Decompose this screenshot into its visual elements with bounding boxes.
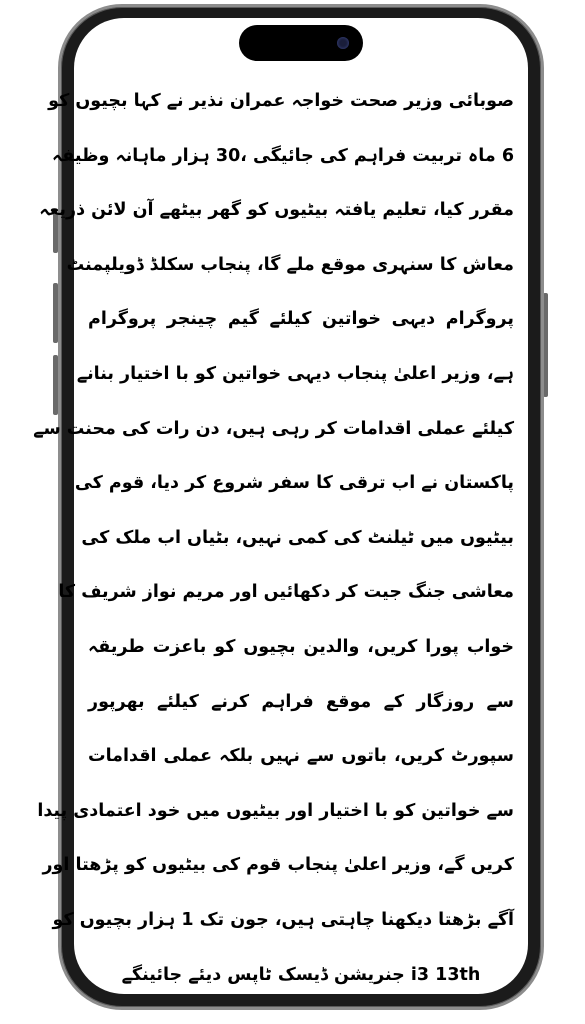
article-line-6: ہے، وزیر اعلیٰ پنجاب دیہی خواتین کو با اختیار بنانے [76,363,514,384]
article-line-14: سے خواتین کو با اختیار اور بیٹیوں میں خود اعتمادی پیدا [37,800,514,821]
article-text [33,74,514,1002]
phone-screen [33,18,528,994]
article-line-10: معاشی جنگ جیت کر دکھائیں اور مریم نواز شریف کا [58,582,514,603]
dynamic-island [239,25,363,61]
article-line-8: پاکستان نے اب ترقی کا سفر شروع کر دیا، قوم کی [74,473,514,494]
article-line-7: کیلئے عملی اقدامات کر رہی ہیں، دن رات کی محنت سے [33,418,514,439]
article-line-1: صوبائی وزیر صحت خواجہ عمران نذیر نے کہا بچیوں کو [48,91,514,111]
article-line-13: سپورٹ کریں، باتوں سے نہیں بلکہ عملی اقدامات [88,746,514,767]
article-line-11: خواب پورا کریں، والدین بچیوں کو باعزت طریقہ [88,636,514,657]
article-line-4: معاش کا سنہری موقع ملے گا، پنجاب سکلڈ ڈویلپمنٹ [66,254,514,275]
article-line-17: i3 13th جنریشن ڈیسک ٹاپس دیئے جائینگے [121,964,481,985]
camera-icon [337,37,349,49]
article-line-12: سے روزگار کے موقع فراہم کرنے کیلئے بھرپور [88,691,514,712]
article-line-5: پروگرام دیہی خواتین کیلئے گیم چینجر پروگرام [88,309,514,330]
article-line-16: آگے بڑھتا دیکھنا چاہتی ہیں، جون تک 1 ہزار بچیوں کو [52,909,514,930]
article-line-9: بیٹیوں میں ٹیلنٹ کی کمی نہیں، بٹیاں اب ملک کی [81,527,514,548]
article-line-3: مقرر کیا، تعلیم یافتہ بیٹیوں کو گھر بیٹھے آن لائن ذریعہ [39,200,514,221]
article-line-2: 6 ماہ تربیت فراہم کی جائیگی ،30 ہزار ماہانہ وظیفہ [52,145,514,166]
article-line-15: کریں گے، وزیر اعلیٰ پنجاب قوم کی بیٹیوں کو پڑھتا اور [42,855,514,876]
